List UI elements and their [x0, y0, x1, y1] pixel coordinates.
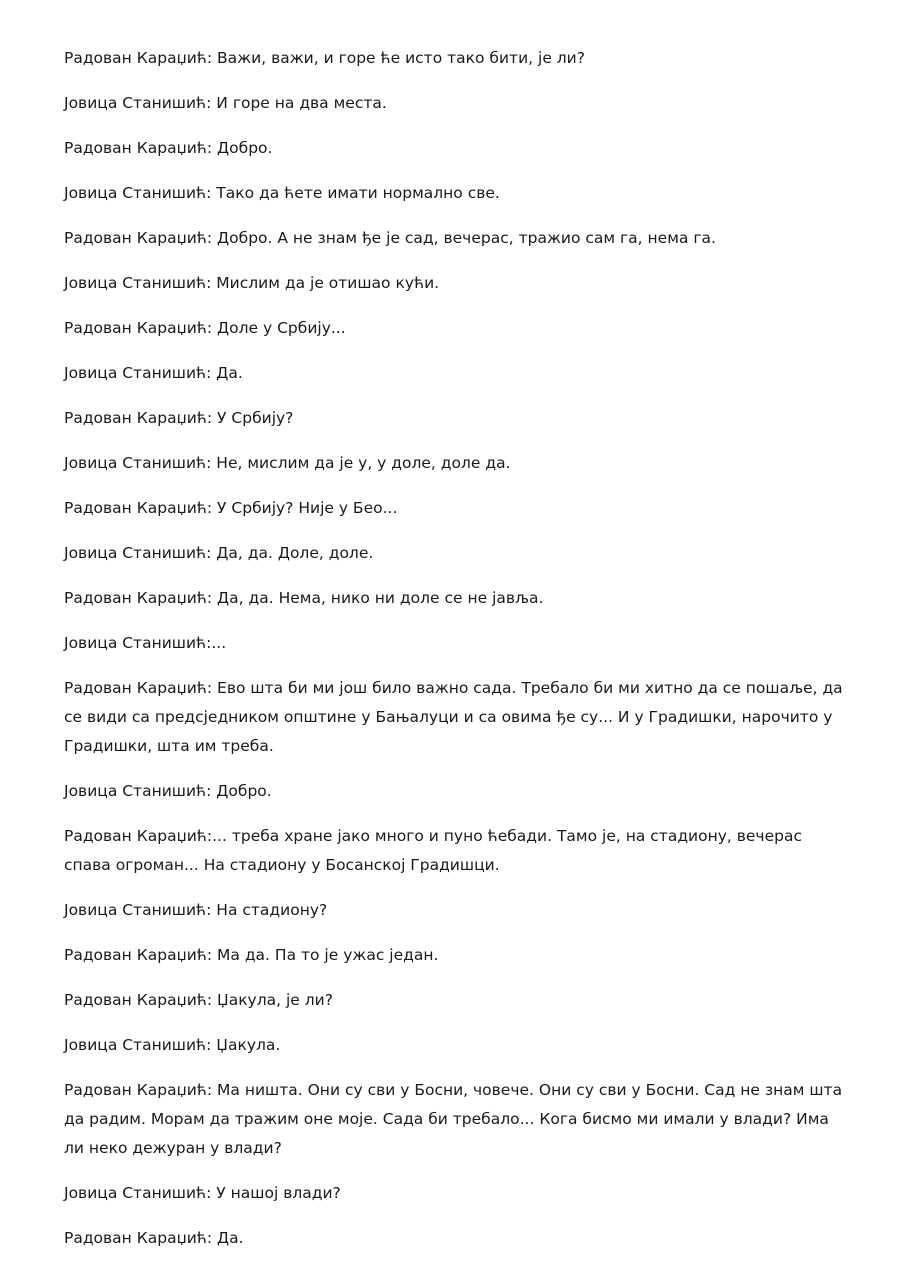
transcript-line: Јовица Станишић: Тако да ћете имати нормално све. [64, 184, 500, 202]
transcript-line: Јовица Станишић: Не, мислим да је у, у доле, доле да. [64, 454, 511, 472]
transcript-line: Јовица Станишић: У нашој влади? [64, 1184, 341, 1202]
transcript-line: Радован Караџић: Џакула, је ли? [64, 991, 333, 1009]
transcript-line: Радован Караџић: Да, да. Нема, нико ни доле се не јавља. [64, 589, 544, 607]
transcript-line: Радован Караџић: Ево шта би ми још било важно сада. Требало би ми хитно да се пошаље, да се види са предсједником општине у Бањалуци и са овима ђе су... И у Градишки, нарочито у Градишки, шта им треба. [64, 679, 843, 755]
transcript-page [64, 44, 844, 1269]
transcript-line: Јовица Станишић: Да, да. Доле, доле. [64, 544, 374, 562]
transcript-line: Радован Караџић: Доле у Србију... [64, 319, 346, 337]
transcript-line: Радован Караџић: Добро. А не знам ђе је сад, вечерас, тражио сам га, нема га. [64, 229, 716, 247]
transcript-line: Радован Караџић:... треба хране јако много и пуно ћебади. Тамо је, на стадиону, вечерас спава огроман... На стадиону у Босанској Градишци. [64, 827, 802, 874]
transcript-line: Радован Караџић: У Србију? Није у Бео... [64, 499, 398, 517]
transcript-line: Јовица Станишић: Џакула. [64, 1036, 281, 1054]
transcript-line: Јовица Станишић: На стадиону? [64, 901, 328, 919]
transcript-line: Јовица Станишић: Мислим да је отишао кући. [64, 274, 440, 292]
transcript-line: Јовица Станишић: И горе на два места. [64, 94, 387, 112]
transcript-line: Радован Караџић: Добро. [64, 139, 273, 157]
transcript-line: Радован Караџић: Ма ништа. Они су сви у Босни, човече. Они су сви у Босни. Сад не знам шта да радим. Морам да тражим оне моје. Сада би требало... Кога бисмо ми имали у влади? Има ли неко дежуран у влади? [64, 1081, 843, 1157]
transcript-line: Радован Караџић: Да. [64, 1229, 244, 1247]
transcript-line: Јовица Станишић:... [64, 634, 227, 652]
transcript-line: Радован Караџић: Ма да. Па то је ужас један. [64, 946, 439, 964]
transcript-line: Радован Караџић: У Србију? [64, 409, 294, 427]
transcript-line: Радован Караџић: Важи, важи, и горе ће исто тако бити, је ли? [64, 49, 585, 67]
transcript-line: Јовица Станишић: Да. [64, 364, 243, 382]
transcript-line: Јовица Станишић: Добро. [64, 782, 272, 800]
